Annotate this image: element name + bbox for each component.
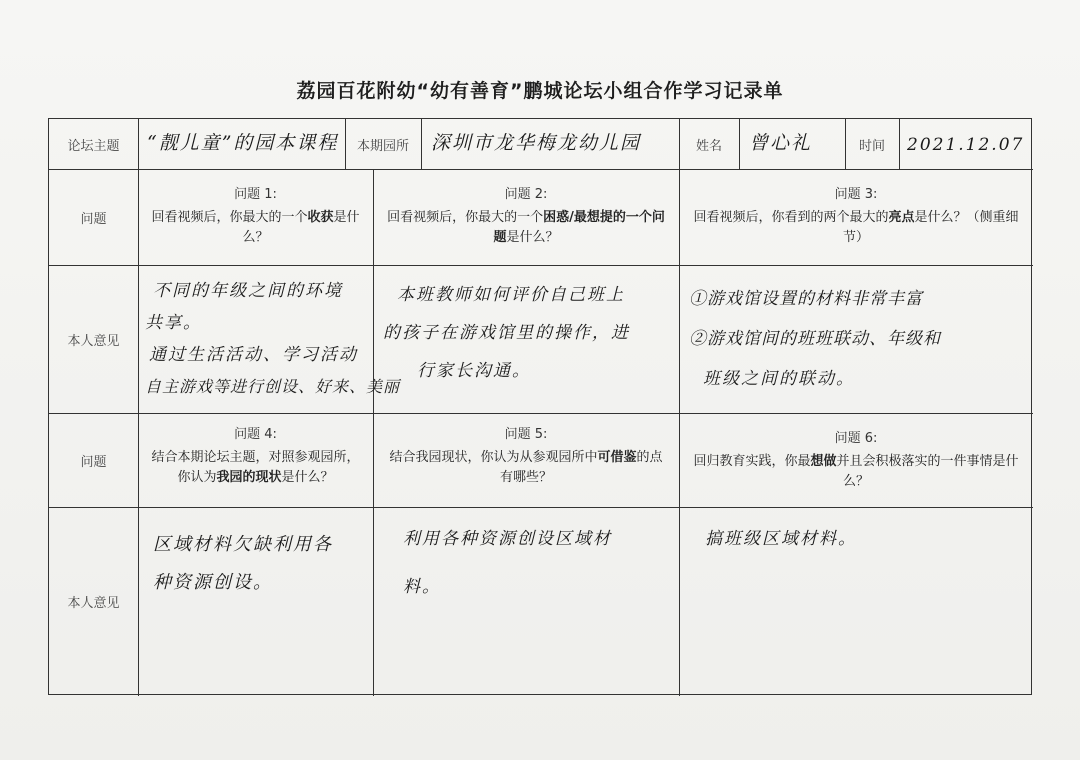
answer-4-line-2: 种资源创设。	[153, 572, 273, 593]
answer-1-line-4: 自主游戏等进行创设、好来、美丽	[145, 377, 401, 396]
answer-5-line-1: 利用各种资源创设区域材	[403, 529, 612, 549]
answer-2-line-3: 行家长沟通。	[417, 361, 531, 381]
opinion-row-label: 本人意见	[67, 596, 120, 611]
question-text: 结合我园现状，你认为从参观园所中可借鉴的点有哪些？	[389, 450, 663, 485]
question-number: 问题 1:	[234, 187, 277, 202]
question-6	[679, 413, 1033, 507]
answer-2-line-2: 的孩子在游戏馆里的操作，进	[383, 323, 630, 343]
col-divider	[421, 119, 422, 169]
record-table	[48, 118, 1032, 695]
topic-value: “靓儿童”的园本课程	[147, 132, 339, 154]
time-value: 2021.12.07	[907, 135, 1025, 155]
question-row-label: 问题	[80, 454, 107, 470]
question-number: 问题 2:	[504, 187, 548, 202]
answer-4-line-1: 区域材料欠缺利用各	[153, 534, 333, 555]
time-label: 时间	[858, 138, 885, 154]
question-3	[679, 169, 1033, 265]
row-divider	[49, 507, 1033, 508]
question-number: 问题 5:	[504, 427, 548, 442]
question-1	[138, 169, 373, 265]
name-value: 曾心礼	[749, 132, 813, 154]
question-number: 问题 3:	[834, 187, 878, 202]
question-number: 问题 6:	[834, 431, 878, 446]
question-5	[373, 413, 679, 507]
name-label: 姓名	[695, 138, 722, 154]
question-number: 问题 4:	[234, 427, 277, 442]
answer-1-line-2: 共享。	[145, 313, 202, 333]
answer-3-line-3: 班级之间的联动。	[703, 369, 855, 389]
col-divider	[739, 119, 740, 169]
question-text: 结合本期论坛主题，对照参观园所，你认为我园的现状是什么？	[151, 450, 360, 485]
answer-2-line-1: 本班教师如何评价自己班上	[397, 285, 625, 305]
col-divider	[899, 119, 900, 169]
question-text: 回看视频后，你最大的一个收获是什么？	[151, 210, 360, 245]
topic-label: 论坛主题	[67, 138, 120, 154]
question-2	[373, 169, 679, 265]
question-row-label: 问题	[80, 211, 107, 227]
question-text: 回归教育实践，你最想做并且会积极落实的一件事情是什么？	[693, 454, 1019, 489]
question-text: 回看视频后，你看到的两个最大的亮点是什么？（侧重细节）	[693, 210, 1019, 245]
answer-1-line-1: 不同的年级之间的环境	[153, 281, 343, 301]
row-divider	[49, 265, 1033, 266]
answer-3-line-1: ①游戏馆设置的材料非常丰富	[689, 289, 923, 309]
garden-label: 本期园所	[356, 138, 409, 154]
question-text: 回看视频后，你最大的一个困惑/最想提的一个问题是什么？	[387, 210, 665, 245]
answer-5-line-2: 料。	[403, 577, 441, 597]
garden-value: 深圳市龙华梅龙幼儿园	[431, 132, 642, 154]
opinion-row-label: 本人意见	[67, 333, 120, 349]
answer-1-line-3: 通过生活活动、学习活动	[149, 345, 358, 365]
answer-3-line-2: ②游戏馆间的班班联动、年级和	[689, 329, 941, 349]
question-4	[138, 413, 373, 507]
page-title: 荔园百花附幼“幼有善育”鹏城论坛小组合作学习记录单	[296, 80, 784, 102]
answer-6-line-1: 搞班级区域材料。	[705, 529, 857, 549]
